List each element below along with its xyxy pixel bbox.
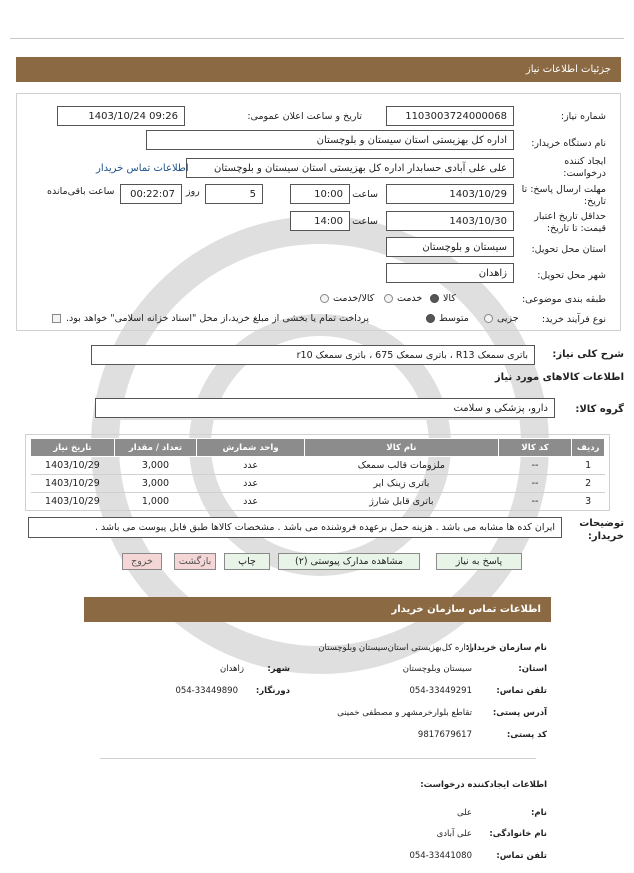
min-validity-time-label: ساعت: [352, 216, 378, 227]
buyer-notes-field: ایران کده ها مشابه می باشد . هزینه حمل برعهده فروشنده می باشد . مشخصات کالاها طبق فایل پیوست می باشد .: [28, 517, 562, 538]
cell-qty: 1,000: [114, 493, 196, 511]
cell-name: باتری زینک ایر: [305, 475, 499, 493]
cell-qty: 3,000: [114, 475, 196, 493]
summary-field: باتری سمعک R13 ، باتری سمعک 675 ، باتری سمعک r10: [91, 345, 535, 365]
cell-unit: عدد: [197, 493, 305, 511]
creator-name-value: علی: [457, 808, 472, 818]
deadline-time-label: ساعت: [352, 189, 378, 200]
cell-index: 3: [572, 493, 605, 511]
creator-family-label: نام خانوادگی:: [489, 829, 547, 839]
contact-city-label: شهر:: [267, 664, 290, 674]
contact-phone-value: 054-33449291: [409, 686, 472, 696]
deadline-time-field: 10:00: [290, 184, 350, 204]
contact-org-label: نام سازمان خریدار:: [465, 643, 547, 653]
category-option-both-label: کالا/خدمت: [333, 293, 375, 304]
cell-date: 1403/10/29: [31, 493, 115, 511]
category-option-service-label: خدمت: [397, 293, 423, 304]
top-divider: [10, 38, 624, 39]
contact-city-value: زاهدان: [219, 664, 244, 674]
announce-field: 1403/10/24 09:26: [57, 106, 185, 126]
table-row: [31, 457, 605, 475]
days-label: روز: [186, 186, 200, 197]
creator-phone-value: 054-33441080: [409, 851, 472, 861]
creator-info-title: اطلاعات ایجادکننده درخواست:: [420, 780, 547, 790]
contact-address-value: تقاطع بلوارخرمشهر و مصطفی خمینی: [337, 708, 472, 718]
min-validity-time-field: 14:00: [290, 211, 350, 231]
cell-qty: 3,000: [114, 457, 196, 475]
checkbox-icon[interactable]: [52, 314, 61, 323]
col-header-qty: تعداد / مقدار: [114, 439, 196, 457]
contact-address-label: آدرس پستی:: [492, 708, 547, 718]
deadline-date-field: 1403/10/29: [386, 184, 514, 204]
creator-label: ایجاد کننده درخواست:: [563, 156, 606, 179]
creator-family-value: علی آبادی: [436, 829, 472, 839]
buyer-contact-link[interactable]: اطلاعات تماس خریدار: [96, 163, 189, 174]
need-number-field: 1103003724000068: [386, 106, 514, 126]
min-validity-label: حداقل تاریخ اعتبار قیمت: تا تاریخ:: [534, 211, 606, 234]
table-header-row: [31, 439, 605, 457]
exit-button[interactable]: خروج: [122, 553, 162, 570]
cell-date: 1403/10/29: [31, 475, 115, 493]
province-label: استان محل تحویل:: [531, 244, 606, 255]
remaining-time-field: 00:22:07: [120, 184, 182, 204]
contact-postal-value: 9817679617: [417, 730, 472, 740]
category-option-service[interactable]: [384, 293, 422, 304]
category-option-goods-label: کالا: [443, 293, 456, 304]
creator-phone-label: تلفن تماس:: [496, 851, 547, 861]
print-button[interactable]: چاپ: [224, 553, 270, 570]
contact-postal-label: کد پستی:: [506, 730, 547, 740]
reply-button[interactable]: پاسخ به نیاز: [436, 553, 522, 570]
goods-group-label: گروه کالا:: [575, 404, 624, 415]
process-option-minor[interactable]: [484, 313, 519, 324]
contact-province-label: استان:: [518, 664, 547, 674]
contact-title: اطلاعات تماس سازمان خریدار: [84, 597, 551, 622]
cell-index: 2: [572, 475, 605, 493]
process-option-medium-label: متوسط: [439, 313, 469, 324]
payment-note-text: پرداخت تمام یا بخشی از مبلغ خرید،از محل "اسناد خزانه اسلامی" خواهد بود.: [66, 313, 369, 324]
summary-label: شرح کلی نیاز:: [552, 349, 624, 360]
cell-code: --: [498, 475, 572, 493]
days-field: 5: [205, 184, 263, 204]
remaining-label: ساعت باقی‌مانده: [47, 186, 115, 197]
deadline-label: مهلت ارسال پاسخ: تا تاریخ:: [521, 184, 606, 207]
cell-index: 1: [572, 457, 605, 475]
items-table: [30, 438, 605, 511]
contact-fax-label: دورنگار:: [255, 686, 290, 696]
table-row: [31, 493, 605, 511]
cell-code: --: [498, 457, 572, 475]
cell-name: باتری قابل شارژ: [305, 493, 499, 511]
col-header-name: نام کالا: [305, 439, 499, 457]
radio-icon[interactable]: [384, 294, 393, 303]
contact-province-value: سیستان وبلوچستان: [402, 664, 472, 674]
cell-code: --: [498, 493, 572, 511]
contact-phone-label: تلفن تماس:: [496, 686, 547, 696]
process-label: نوع فرآیند خرید:: [541, 314, 606, 325]
category-option-both[interactable]: [320, 293, 374, 304]
need-number-label: شماره نیاز:: [560, 111, 606, 122]
process-option-medium[interactable]: [426, 313, 469, 324]
cell-date: 1403/10/29: [31, 457, 115, 475]
category-label: طبقه بندی موضوعی:: [521, 294, 606, 305]
creator-name-label: نام:: [530, 808, 547, 818]
goods-group-field: دارو، پزشکی و سلامت: [95, 398, 555, 418]
attachments-button[interactable]: مشاهده مدارک پیوستی (۲): [278, 553, 420, 570]
buyer-notes-label: توضیحات خریدار:: [579, 518, 624, 542]
radio-icon[interactable]: [484, 314, 493, 323]
radio-selected-icon[interactable]: [430, 294, 439, 303]
col-header-date: تاریخ نیاز: [31, 439, 115, 457]
cell-unit: عدد: [197, 475, 305, 493]
city-label: شهر محل تحویل:: [537, 270, 606, 281]
radio-icon[interactable]: [320, 294, 329, 303]
radio-selected-icon[interactable]: [426, 314, 435, 323]
col-header-code: کد کالا: [498, 439, 572, 457]
payment-note: [52, 313, 369, 324]
table-row: [31, 475, 605, 493]
category-option-goods[interactable]: [430, 293, 456, 304]
buyer-org-label: نام دستگاه خریدار:: [531, 138, 606, 149]
min-validity-date-field: 1403/10/30: [386, 211, 514, 231]
contact-fax-value: 054-33449890: [175, 686, 238, 696]
contact-org-value: اداره کل‌بهزیستی استان‌سیستان وبلوچستان: [318, 643, 472, 653]
page-title: جزئیات اطلاعات نیاز: [16, 57, 621, 82]
buyer-org-field: اداره کل بهزیستی استان سیستان و بلوچستان: [146, 130, 514, 150]
creator-field: علی علی آبادی حسابدار اداره کل بهزیستی استان سیستان و بلوچستان: [186, 158, 514, 178]
cell-name: ملزومات قالب سمعک: [305, 457, 499, 475]
city-field: زاهدان: [386, 263, 514, 283]
process-option-minor-label: جزیی: [497, 313, 519, 324]
goods-section-title: اطلاعات کالاهای مورد نیاز: [494, 372, 624, 383]
province-field: سیستان و بلوچستان: [386, 237, 514, 257]
cell-unit: عدد: [197, 457, 305, 475]
col-header-unit: واحد شمارش: [197, 439, 305, 457]
contact-divider: [100, 758, 536, 759]
col-header-index: ردیف: [572, 439, 605, 457]
announce-label: تاریخ و ساعت اعلان عمومی:: [247, 111, 362, 122]
back-button[interactable]: بازگشت: [174, 553, 216, 570]
